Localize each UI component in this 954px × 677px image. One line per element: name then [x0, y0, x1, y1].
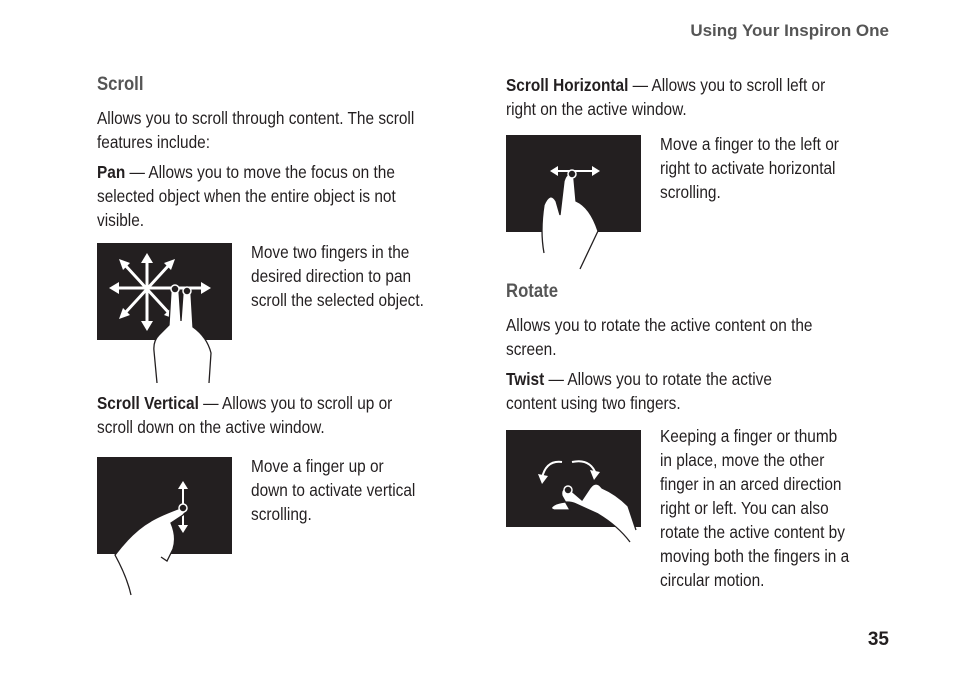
scroll-horizontal-gesture-illustration [506, 135, 646, 275]
pan-caption-line: desired direction to pan [251, 266, 412, 286]
scroll-vertical-description [97, 391, 392, 415]
pan-term: Pan [97, 162, 126, 182]
pan-desc-line: visible. [97, 210, 145, 230]
twist-caption-line: circular motion. [660, 570, 765, 590]
twist-desc-text: — Allows you to rotate the active [544, 369, 772, 389]
scroll-horizontal-caption-line: scrolling. [660, 182, 721, 202]
twist-caption-line: rotate the active content by [660, 522, 845, 542]
pan-desc-text: — Allows you to move the focus on the [125, 162, 395, 182]
pan-caption-line: Move two fingers in the [251, 242, 410, 262]
twist-caption-line: moving both the fingers in a [660, 546, 850, 566]
pan-description [97, 160, 395, 184]
twist-desc-line: content using two fingers. [506, 393, 681, 413]
pan-desc-line: selected object when the entire object is not [97, 186, 396, 206]
twist-caption-line: right or left. You can also [660, 498, 829, 518]
scroll-horizontal-desc-text: — Allows you to scroll left or [628, 75, 826, 95]
pan-caption-line: scroll the selected object. [251, 290, 424, 310]
twist-caption-line: Keeping a finger or thumb [660, 426, 838, 446]
twist-caption-line: finger in an arced direction [660, 474, 842, 494]
rotate-intro-line: Allows you to rotate the active content on the [506, 315, 813, 335]
scroll-heading: Scroll [97, 74, 144, 95]
scroll-horizontal-caption-line: Move a finger to the left or [660, 134, 839, 154]
scroll-vertical-caption-line: Move a finger up or [251, 456, 384, 476]
scroll-vertical-gesture-illustration [97, 457, 237, 597]
page-header: Using Your Inspiron One [690, 21, 889, 40]
twist-caption-line: in place, move the other [660, 450, 825, 470]
twist-term: Twist [506, 369, 545, 389]
page-number: 35 [867, 629, 889, 650]
rotate-heading: Rotate [506, 281, 559, 302]
scroll-intro-line: features include: [97, 132, 211, 152]
scroll-intro-line: Allows you to scroll through content. The scroll [97, 108, 415, 128]
scroll-vertical-caption-line: scrolling. [251, 504, 312, 524]
twist-description [506, 367, 772, 391]
scroll-vertical-desc-text: — Allows you to scroll up or [198, 393, 393, 413]
rotate-intro-line: screen. [506, 339, 557, 359]
scroll-horizontal-description [506, 73, 825, 97]
scroll-horizontal-desc-line: right on the active window. [506, 99, 687, 119]
scroll-vertical-term: Scroll Vertical [97, 393, 199, 413]
scroll-vertical-desc-line: scroll down on the active window. [97, 417, 325, 437]
twist-gesture-illustration [506, 430, 646, 570]
pan-gesture-illustration [97, 243, 237, 383]
scroll-vertical-caption-line: down to activate vertical [251, 480, 416, 500]
scroll-horizontal-caption-line: right to activate horizontal [660, 158, 836, 178]
scroll-horizontal-term: Scroll Horizontal [506, 75, 629, 95]
